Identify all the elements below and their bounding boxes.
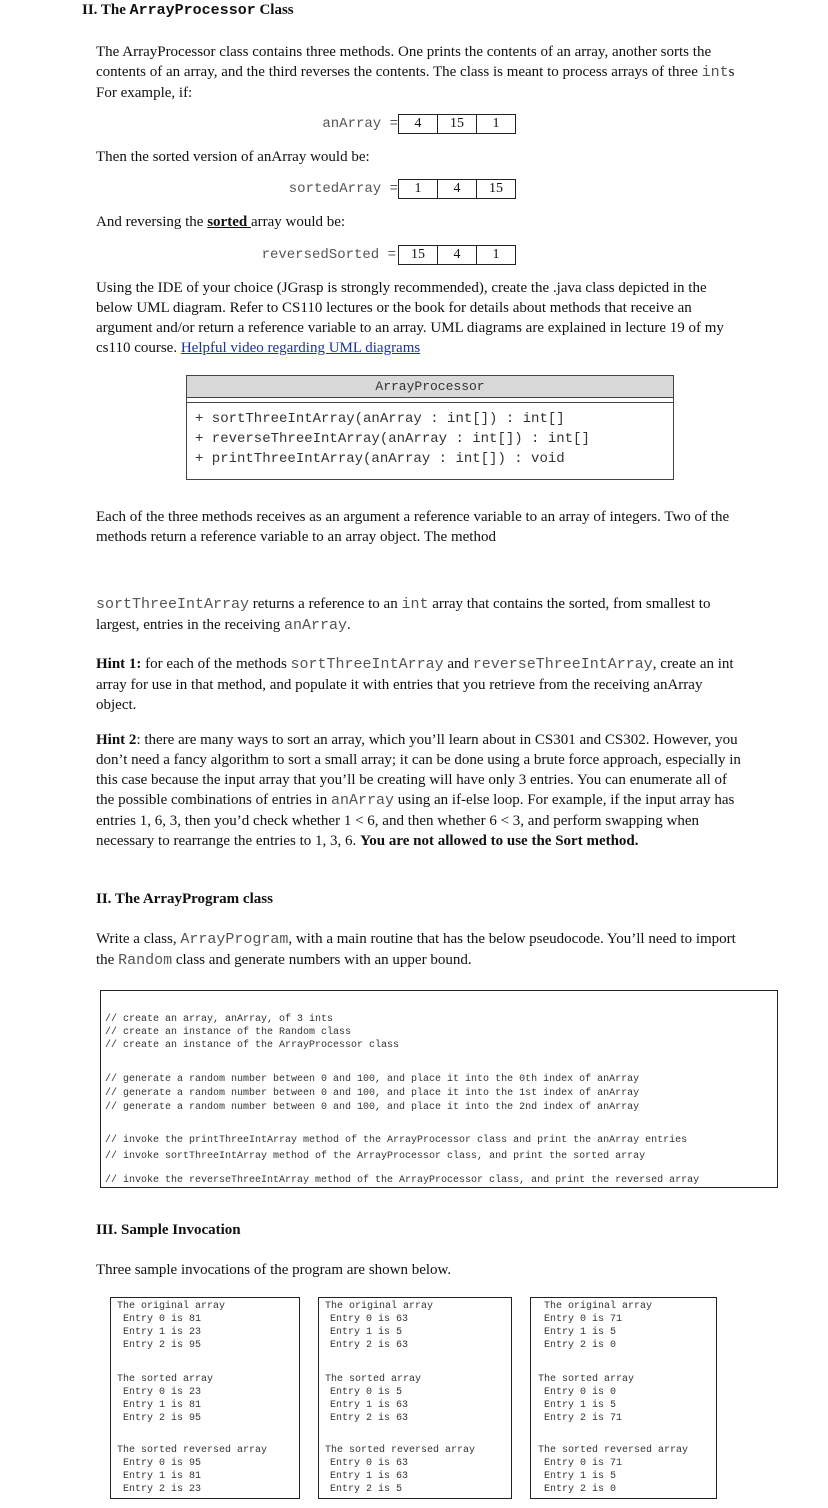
- sample-line: Entry 2 is 95: [123, 1340, 202, 1351]
- sample-line: Entry 1 is 81: [123, 1400, 202, 1411]
- array-cell: 4: [437, 180, 476, 198]
- sample-line: Entry 1 is 63: [330, 1471, 409, 1482]
- reverse-suffix: array would be:: [250, 214, 346, 230]
- pseudocode-box: [100, 990, 778, 1188]
- hint1-t2: and: [443, 656, 473, 672]
- sort-text1: returns a reference to an: [249, 596, 402, 612]
- ide-paragraph: [96, 278, 744, 358]
- heading-suffix: Class: [255, 2, 294, 18]
- section-heading-arrayprogram: II. The ArrayProgram class: [96, 891, 273, 907]
- uml-diagram: [186, 375, 674, 480]
- sample-line: Entry 0 is 63: [330, 1458, 409, 1469]
- hint2-t1: : there are many ways to sort an array, which you’ll learn about in CS301 and CS302. However, you don’t need a fancy algorithm to sort a small array; it can be done using a brute force approach, especially in this case because the input array that you’ll be creating will have only 3 entries. You can enumerate all of the possible combinations of entries in: [96, 732, 741, 808]
- sample-line: Entry 0 is 71: [544, 1314, 623, 1325]
- sample-line: Entry 0 is 71: [544, 1458, 623, 1469]
- uml-method: + sortThreeIntArray(anArray : int[]) : int[]: [195, 411, 565, 427]
- arrayprogram-paragraph: [96, 929, 736, 971]
- sample-line: Entry 1 is 5: [544, 1471, 617, 1482]
- hint2-paragraph: [96, 730, 744, 851]
- intro-end: s For example, if:: [96, 64, 735, 101]
- uml-method: + reverseThreeIntArray(anArray : int[]) : int[]: [195, 431, 590, 447]
- sortedarray-row: [240, 179, 516, 199]
- sort-text3: .: [347, 617, 351, 633]
- ide-text: Using the IDE of your choice (JGrasp is strongly recommended), create the .java class depicted in the below UML diagram. Refer to CS110 lectures or the book for details about methods that receive an argument and/or return a reference variable to an array. UML diagrams are explained in lecture 19 of my cs110 course.: [96, 280, 724, 356]
- hint1-c1: sortThreeIntArray: [290, 656, 444, 673]
- pseudocode-line: // invoke the reverseThreeIntArray method of the ArrayProcessor class, and print the reversed array: [105, 1175, 700, 1186]
- sample-box-1: [110, 1297, 300, 1499]
- section-heading-arrayprocessor: [82, 0, 294, 21]
- sample-line: Entry 0 is 0: [544, 1387, 617, 1398]
- uml-methods: [187, 402, 673, 475]
- section2-c2: Random: [118, 952, 173, 969]
- sample-line: Entry 2 is 71: [544, 1413, 623, 1424]
- sort-code: sortThreeIntArray: [96, 596, 250, 613]
- array-cell: 15: [476, 180, 515, 198]
- sample-box-3: [530, 1297, 717, 1499]
- array-cell: 4: [437, 246, 476, 264]
- pseudocode-line: // create an instance of the ArrayProcessor class: [105, 1040, 400, 1051]
- array-cell: 1: [476, 115, 515, 133]
- sample-line: Entry 0 is 23: [123, 1387, 202, 1398]
- sample-line: Entry 1 is 81: [123, 1471, 202, 1482]
- hint2-t3: .: [634, 833, 639, 849]
- hint1-label: Hint 1:: [96, 656, 142, 672]
- array-cell: 1: [476, 246, 515, 264]
- sample-line: The original array: [117, 1301, 226, 1312]
- sample-line: Entry 2 is 95: [123, 1413, 202, 1424]
- hint2-bold: You are not allowed to use the Sort method: [360, 833, 635, 849]
- sample-line: Entry 1 is 5: [544, 1327, 617, 1338]
- sample-line: Entry 2 is 63: [330, 1413, 409, 1424]
- reverse-prefix: And reversing the: [96, 214, 208, 230]
- sample-line: Entry 0 is 81: [123, 1314, 202, 1325]
- sample-line: The sorted array: [538, 1374, 635, 1385]
- pseudocode-line: // generate a random number between 0 and 100, and place it into the 0th index of anArray: [105, 1074, 640, 1085]
- sortedarray-cells: [398, 179, 516, 199]
- sample-line: Entry 0 is 63: [330, 1314, 409, 1325]
- sample-line: Entry 2 is 63: [330, 1340, 409, 1351]
- sample-line: The sorted array: [117, 1374, 214, 1385]
- uml-method: + printThreeIntArray(anArray : int[]) : void: [195, 451, 565, 467]
- sample-line: The sorted array: [325, 1374, 422, 1385]
- reversedsorted-cells: [398, 245, 516, 265]
- uml-class-name: ArrayProcessor: [187, 376, 673, 398]
- sample-line: Entry 1 is 5: [330, 1327, 403, 1338]
- array-cell: 4: [414, 116, 422, 131]
- pseudocode-line: // invoke the printThreeIntArray method of the ArrayProcessor class and print the anArray entries: [105, 1135, 688, 1146]
- sample-line: The sorted reversed array: [538, 1445, 689, 1456]
- hint2-t2: using an if-else loop. For example, if the input array has entries 1, 6, 3, then you’d check whether 1 < 6, and then whether 6 < 3, and perform swapping when necessary to rearrange the entries to 1, 3, 6.: [96, 792, 735, 849]
- section-heading-sample: III. Sample Invocation: [96, 1222, 241, 1238]
- sample-line: The sorted reversed array: [325, 1445, 476, 1456]
- sample-line: Entry 1 is 63: [330, 1400, 409, 1411]
- array-cell: 15: [411, 247, 425, 262]
- each-methods-paragraph: Each of the three methods receives as an argument a reference variable to an array of integers. Two of the methods return a reference variable to an array object. The method: [96, 509, 730, 545]
- intro-text: The ArrayProcessor class contains three methods. One prints the contents of an array, another sorts the contents of an array, and the third reverses the contents. The class is meant to process arrays of three: [96, 44, 712, 80]
- pseudocode-line: // generate a random number between 0 and 100, and place it into the 2nd index of anArray: [105, 1102, 640, 1113]
- sample-intro: Three sample invocations of the program are shown below.: [96, 1262, 452, 1278]
- hint1-c2: reverseThreeIntArray: [472, 656, 653, 673]
- sort-description: [96, 594, 736, 636]
- sample-line: Entry 2 is 23: [123, 1484, 202, 1495]
- sort-code2: int: [401, 596, 429, 613]
- intro-paragraph: [96, 42, 736, 103]
- sample-line: The sorted reversed array: [117, 1445, 268, 1456]
- section2-t3: class and generate numbers with an upper bound.: [172, 952, 472, 968]
- reverse-text: [96, 212, 746, 232]
- sample-box-2: [318, 1297, 512, 1499]
- hint2-label: Hint 2: [96, 732, 137, 748]
- then-sorted-text: Then the sorted version of anArray would be:: [96, 149, 370, 165]
- array-cell: 1: [414, 181, 422, 196]
- sortedarray-label: sortedArray =: [288, 181, 398, 197]
- array-cell: 15: [437, 115, 476, 133]
- anarray-cells: [398, 114, 516, 134]
- hint1-paragraph: [96, 654, 736, 715]
- reversedsorted-row: [200, 245, 516, 265]
- sample-line: Entry 2 is 0: [544, 1484, 617, 1495]
- pseudocode-line: // create an instance of the Random class: [105, 1027, 352, 1038]
- heading-prefix: II. The: [82, 2, 130, 18]
- sample-line: The original array: [325, 1301, 434, 1312]
- sample-line: Entry 1 is 5: [544, 1400, 617, 1411]
- sample-line: Entry 1 is 23: [123, 1327, 202, 1338]
- sort-code3: anArray: [284, 617, 348, 634]
- reverse-bold: sorted: [207, 214, 251, 230]
- hint1-t3: , create an int array for use in that method, and populate it with entries that you retrieve from the receiving anArray object.: [96, 656, 734, 713]
- uml-video-link[interactable]: Helpful video regarding UML diagrams: [180, 340, 421, 356]
- anarray-row: [240, 114, 516, 134]
- hint2-c1: anArray: [330, 792, 394, 809]
- section2-t2: , with a main routine that has the below pseudocode. You’ll need to import the: [96, 931, 736, 968]
- section2-t1: Write a class,: [96, 931, 181, 947]
- sample-line: Entry 0 is 95: [123, 1458, 202, 1469]
- pseudocode-line: // generate a random number between 0 and 100, and place it into the 1st index of anArray: [105, 1088, 640, 1099]
- intro-code: int: [701, 64, 729, 81]
- anarray-label: anArray =: [322, 116, 398, 132]
- heading-code: ArrayProcessor: [129, 2, 256, 19]
- pseudocode-line: // invoke sortThreeIntArray method of the ArrayProcessor class, and print the sorted array: [105, 1151, 646, 1162]
- sample-line: Entry 2 is 0: [544, 1340, 617, 1351]
- sample-line: The original array: [544, 1301, 653, 1312]
- sample-line: Entry 0 is 5: [330, 1387, 403, 1398]
- pseudocode-line: // create an array, anArray, of 3 ints: [105, 1014, 334, 1025]
- hint1-t1: for each of the methods: [141, 656, 291, 672]
- sample-line: Entry 2 is 5: [330, 1484, 403, 1495]
- sort-text2: array that contains the sorted, from smallest to largest, entries in the receiving: [96, 596, 711, 633]
- section2-c1: ArrayProgram: [180, 931, 289, 948]
- reversedsorted-label: reversedSorted =: [261, 247, 396, 263]
